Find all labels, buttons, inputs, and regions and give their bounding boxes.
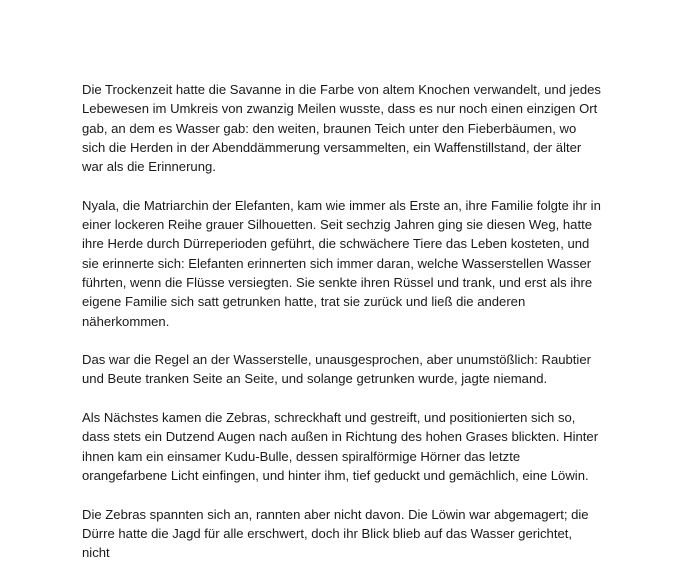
paragraph-3: Das war die Regel an der Wasserstelle, unausgesprochen, aber unumstößlich: Raubtier und Beute tranken Seite an Seite, und solange getrunken wurde, jagte niemand. — [82, 352, 591, 387]
paragraph-5: Die Zebras spannten sich an, rannten aber nicht davon. Die Löwin war abgemagert; die Dürre hatte die Jagd für alle erschwert, doch ihr Blick blieb auf das Wasser gerichtet, nicht — [82, 506, 589, 561]
story-text — [82, 80, 602, 582]
paragraph-1: Die Trockenzeit hatte die Savanne in die Farbe von altem Knochen verwandelt, und jedes Lebewesen im Umkreis von zwanzig Meilen wusste, dass es nur noch einen einzigen Ort gab, an dem es Wasser gab: den weiten, braunen Teich unter den Fieberbäumen, wo sich die Herden in der Abenddämmerung versammelten, ein Waffenstillstand, der älter war als die Erinnerung. — [82, 82, 601, 175]
paragraph-4: Als Nächstes kamen die Zebras, schreckhaft und gestreift, und positionierten sich so, dass stets ein Dutzend Augen nach außen in Richtung des hohen Grases blickten. Hinter ihnen kam ein einsamer Kudu-Bulle, dessen spiralförmige Hörner das letzte orangefarbene Licht einfingen, und hinter ihm, tief geduckt und gemächlich, eine Löwin. — [82, 410, 599, 483]
paragraph-2: Nyala, die Matriarchin der Elefanten, kam wie immer als Erste an, ihre Familie folgte ihr in einer lockeren Reihe grauer Silhouetten. Seit sechzig Jahren ging sie diesen Weg, hatte ihre Herde durch Dürreperioden geführt, die schwächere Tiere das Leben kosteten, und sie erinnerte sich: Elefanten erinnerten sich immer daran, welche Wasserstellen Wasser führten, wenn die Flüsse versiegten. Sie senkte ihren Rüssel und trank, und erst als ihre eigene Familie sich satt getrunken hatte, trat sie zurück und ließ die anderen näherkommen. — [82, 197, 601, 329]
